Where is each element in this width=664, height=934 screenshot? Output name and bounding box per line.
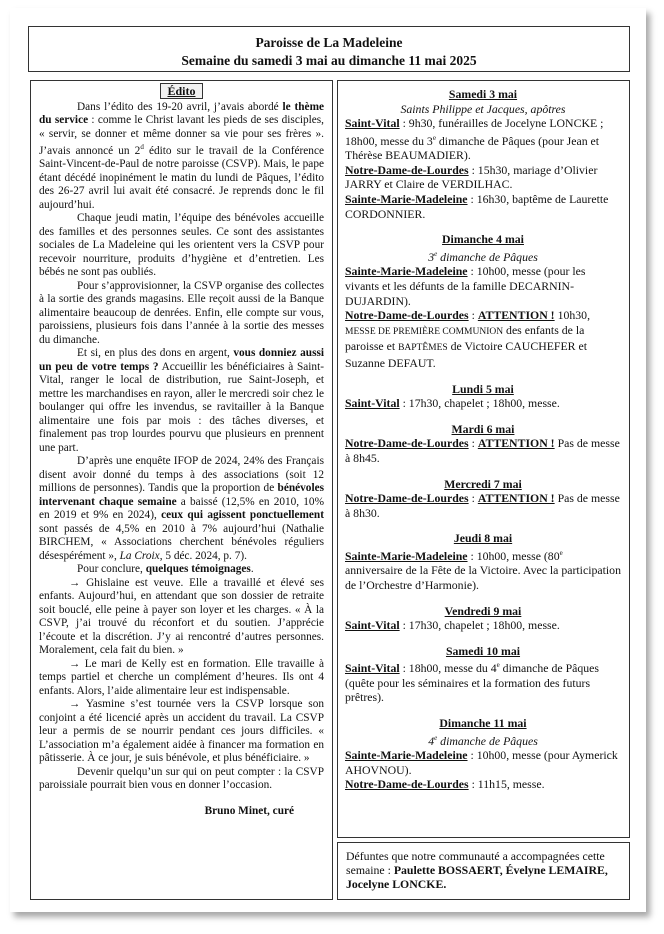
day-subtitle: 4e dimanche de Pâques (428, 733, 538, 748)
edito-paragraph: D’après une enquête IFOP de 2024, 24% des Français disent avoir donné du temps à des associations (soit 12 millions de personnes). Tandis que la proportion de bénévoles intervenant chaque semaine a baissé (12,5% en 2010, 10% en 2019 et 9% en 2024), ceux qui agissent ponctuellement sont passés de 4,5% en 2010 à 7% aujourd’hui (Nathalie BIRCHEM, « Associations cherchent bénévoles réguliers désespérément », La Croix, 5 déc. 2024, p. 7). (39, 455, 324, 562)
day-thursday-8 (345, 531, 621, 592)
signature: Bruno Minet, curé (204, 804, 294, 817)
day-title: Samedi 3 mai (448, 87, 518, 101)
event: Saint-Vital : 17h30, chapelet ; 18h00, messe. (345, 618, 560, 633)
day-friday-9 (345, 604, 621, 633)
day-wednesday-7 (345, 477, 621, 521)
day-saturday-10 (345, 644, 621, 705)
edito-paragraph: Pour s’approvisionner, la CSVP organise des collectes à la sortie des grands magasins. Elle reçoit aussi de la Banque alimentaire beaucoup de denrées. Enfin, elle compte sur vous, paroissiens, plusieurs fois dans l’année à la sortie des messes du dimanche. (39, 279, 324, 346)
day-title: Samedi 10 mai (445, 643, 521, 658)
edito-column (30, 80, 333, 900)
event: Saint-Vital : 18h00, messe du 4e dimanche de Pâques (quête pour les séminaires et la formation des futurs prêtres). (345, 661, 599, 705)
parish-title: Paroisse de La Madeleine (255, 35, 403, 50)
testimony: → Yasmine s’est tournée vers la CSVP lorsque son conjoint a été licencié après un accident du travail. La CSVP leur a permis de se nourrir pendant ces jours difficiles. « L’association m’a également aidée à financer ma formation en pâtisserie. À ce jour, je suis bénévole, et plus bénéficiaire. » (39, 698, 324, 765)
event: Notre-Dame-de-Lourdes : ATTENTION ! Pas de messe à 8h30. (345, 491, 620, 520)
day-title: Dimanche 4 mai (442, 232, 524, 247)
event: Notre-Dame-de-Lourdes : ATTENTION ! 10h30, MESSE DE PREMIÈRE COMMUNION des enfants de la paroisse et BAPTÊMES de Victoire CAUCHEFER et Suzanne DEFAUT. (345, 308, 591, 370)
testimony: → Ghislaine est veuve. Elle a travaillé et élevé ses enfants. Aujourd’hui, en attendant que son dossier de retraite soit bouclé, elle peine à payer son loyer et les charges. « À la CSVP, j’ai trouvé du réconfort et du soutien. J’apprécie l’écoute et la discrétion. J’y ai rencontré d’autres personnes. Moralement, cela fait du bien. » (39, 576, 324, 657)
day-title: Lundi 5 mai (452, 381, 514, 396)
day-title: Mardi 6 mai (451, 421, 515, 436)
day-sunday-4 (345, 232, 621, 370)
testimony: → Le mari de Kelly est en formation. Elle travaille à temps partiel et cherche un complément d’heures. Ils ont 4 enfants. Alors, l’aide alimentaire leur est indispensable. (39, 657, 324, 697)
day-title: Jeudi 8 mai (453, 531, 513, 546)
week-title: Semaine du samedi 3 mai au dimanche 11 mai 2025 (181, 53, 477, 68)
day-subtitle: 3e dimanche de Pâques (428, 249, 538, 264)
day-title: Vendredi 9 mai (444, 603, 522, 618)
day-saturday-3 (345, 87, 621, 221)
event: Saint-Vital : 9h30, funérailles de Jocelyne LONCKE ; 18h00, messe du 3e dimanche de Pâques (pour Jean et Thérèse BEAUMADIER). (345, 116, 604, 163)
event: Notre-Dame-de-Lourdes : 11h15, messe. (345, 777, 545, 792)
event: Sainte-Marie-Madeleine : 10h00, messe (80e anniversaire de la Fête de la Victoire. Avec la participation de l’Orchestre d’Harmonie). (345, 548, 621, 592)
deceased-names: Paulette BOSSAERT, Évelyne LEMAIRE, Jocelyne LONCKE. (346, 863, 608, 892)
day-subtitle: Saints Philippe et Jacques, apôtres (400, 101, 566, 116)
event: Sainte-Marie-Madeleine : 10h00, messe (pour les vivants et les défunts de la famille DECARNIN-DUJARDIN). (345, 264, 586, 308)
day-monday-5 (345, 382, 621, 411)
day-tuesday-6 (345, 422, 621, 466)
bulletin-header (28, 26, 630, 72)
edito-paragraph: Devenir quelqu’un sur qui on peut compter : la CSVP paroissiale pourrait bien vous en donner l’occasion. (39, 765, 324, 792)
deceased-box (337, 842, 630, 900)
edito-paragraph: Chaque jeudi matin, l’équipe des bénévoles accueille des familles et des personnes seules. Ce sont des assistantes sociales de La Madeleine qui les orientent vers la CSVP pour recevoir nourriture, produits d’hygiène et d’entretien. Les bébés ne sont pas oubliés. (39, 212, 324, 279)
edito-heading: Édito (39, 85, 324, 99)
edito-paragraph: Dans l’édito des 19-20 avril, j’avais abordé le thème du service : comme le Christ lavant les pieds de ses disciples, « servir, se donner et même donner sa vie pour ses frères ». J’avais annoncé un 2$^d$ édito sur le travail de la Conférence Saint-Vincent-de-Paul de notre paroisse (CSVP). Mais, le pape étant décédé inopinément le matin du lundi de Pâques, l’édito des 26-27 avril lui avait été consacré. Je reprends donc le fil aujourd’hui. (39, 100, 324, 211)
day-sunday-11 (345, 716, 621, 792)
edito-paragraph: Pour conclure, quelques témoignages. (77, 563, 254, 576)
event: Sainte-Marie-Madeleine : 16h30, baptême de Laurette CORDONNIER. (345, 192, 609, 221)
deceased-intro: Défuntes que notre communauté a accompagnées cette semaine : (346, 849, 605, 878)
event: Sainte-Marie-Madeleine : 10h00, messe (pour Aymerick AHOVNOU). (345, 748, 618, 777)
edito-paragraph: Et si, en plus des dons en argent, vous donniez aussi un peu de votre temps ? Accueillir les bénéficiaires à Saint-Vital, ranger le local de distribution, rue Saint-Joseph, et mettre les marchandises en rayon, aller le mercredi soir chez le boulanger qui offre les invendus, se ravitailler à la Banque alimentaire une fois par mois : des tâches diverses, et finalement pas trop lourdes pourvu que plusieurs en prennent une part. (39, 347, 324, 454)
day-title: Dimanche 11 mai (439, 716, 527, 731)
event: Notre-Dame-de-Lourdes : 15h30, mariage d’Olivier JARRY et Claire de VERDILHAC. (345, 162, 598, 192)
event: Notre-Dame-de-Lourdes : ATTENTION ! Pas de messe à 8h45. (345, 436, 620, 465)
day-title: Mercredi 7 mai (444, 476, 522, 491)
schedule-column (337, 80, 630, 838)
event: Saint-Vital : 17h30, chapelet ; 18h00, messe. (345, 396, 560, 411)
